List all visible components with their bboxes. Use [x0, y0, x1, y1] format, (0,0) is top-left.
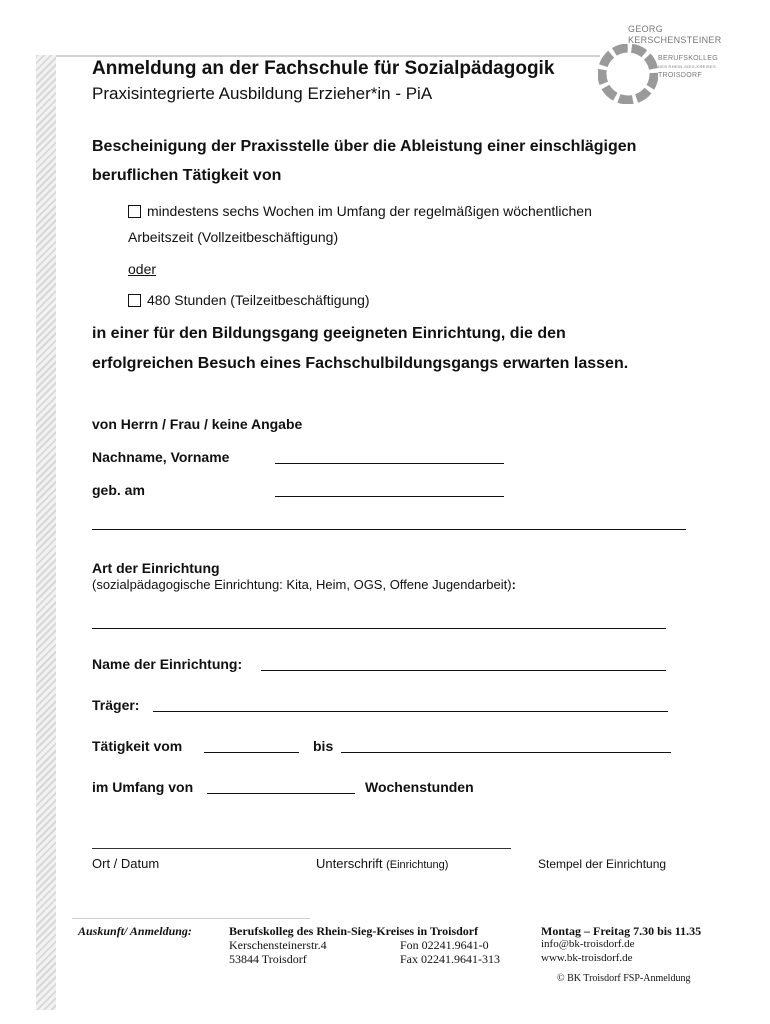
institution-type-hint-colon: : [511, 577, 516, 592]
footer-email[interactable]: info@bk-troisdorf.de [541, 938, 635, 950]
name-label: Nachname, Vorname [92, 449, 230, 465]
statement-line-2: erfolgreichen Besuch eines Fachschulbildungsgangs erwarten lassen. [92, 355, 629, 372]
logo-line-5: TROISDORF [658, 72, 702, 79]
activity-from-label: Tätigkeit vom [92, 738, 183, 754]
section-separator [92, 529, 686, 530]
carrier-field[interactable] [153, 711, 668, 712]
logo-mark-icon [598, 44, 658, 104]
page-subtitle: Praxisintegrierte Ausbildung Erzieher*in - PiA [92, 84, 433, 103]
name-field[interactable] [275, 463, 504, 464]
option-fulltime-label: mindestens sechs Wochen im Umfang der regelmäßigen wöchentlichen [147, 203, 592, 219]
option-fulltime [128, 203, 592, 219]
activity-from-field[interactable] [204, 752, 299, 753]
footer-fax: Fax 02241.9641-313 [400, 952, 500, 966]
footer-hours: Montag – Freitag 7.30 bis 11.35 [541, 924, 702, 938]
statement-line-1: in einer für den Bildungsgang geeigneten Einrichtung, die den [92, 325, 566, 342]
stamp-label: Stempel der Einrichtung [538, 857, 667, 871]
salutation-label: von Herrn / Frau / keine Angabe [92, 416, 303, 432]
scope-field[interactable] [207, 793, 355, 794]
carrier-label: Träger: [92, 697, 140, 713]
footer-school-name: Berufskolleg des Rhein-Sieg-Kreises in Troisdorf [229, 924, 479, 938]
scope-label: im Umfang von [92, 779, 194, 795]
institution-type-label: Art der Einrichtung [92, 560, 220, 576]
birth-field[interactable] [275, 496, 504, 497]
certificate-heading-line-2: beruflichen Tätigkeit von [92, 167, 282, 184]
parttime-checkbox[interactable] [128, 294, 141, 307]
logo-line-1: GEORG [628, 24, 664, 34]
page-title: Anmeldung an der Fachschule für Sozialpädagogik [92, 58, 555, 79]
hours-label: Wochenstunden [365, 779, 474, 795]
school-logo [596, 22, 766, 102]
header-divider [56, 55, 600, 57]
page-edge-decoration [36, 55, 56, 1010]
footer-phone: Fon 02241.9641-0 [400, 938, 489, 952]
institution-type-hint-text: (sozialpädagogische Einrichtung: Kita, Heim, OGS, Offene Jugendarbeit) [92, 577, 512, 592]
institution-name-label: Name der Einrichtung: [92, 656, 243, 672]
footer-divider [72, 918, 310, 919]
signature-note: (Einrichtung) [386, 859, 449, 871]
logo-line-2: KERSCHENSTEINER [628, 35, 722, 45]
institution-type-field[interactable] [92, 628, 666, 629]
footer-web[interactable]: www.bk-troisdorf.de [541, 952, 633, 964]
option-parttime [128, 292, 370, 308]
institution-name-field[interactable] [261, 670, 666, 671]
signature-label [316, 856, 448, 871]
activity-to-label: bis [313, 738, 334, 754]
footer-info-label: Auskunft/ Anmeldung: [78, 924, 192, 938]
signature-label-text: Unterschrift [316, 856, 383, 871]
fulltime-checkbox[interactable] [128, 205, 141, 218]
footer-street: Kerschensteinerstr.4 [229, 938, 327, 952]
logo-line-3: BERUFSKOLLEG [658, 55, 719, 62]
footer-city: 53844 Troisdorf [229, 952, 307, 966]
logo-line-4: DES RHEIN-SIEG-KREISES [658, 64, 716, 69]
certificate-heading-line-1: Bescheinigung der Praxisstelle über die Ableistung einer einschlägigen [92, 138, 637, 155]
signature-field[interactable] [92, 848, 511, 849]
footer-copyright: © BK Troisdorf FSP-Anmeldung [557, 973, 691, 984]
place-date-label: Ort / Datum [92, 856, 160, 871]
institution-type-hint [92, 577, 516, 592]
option-fulltime-label-2: Arbeitszeit (Vollzeitbeschäftigung) [128, 229, 339, 245]
birth-label: geb. am [92, 482, 145, 498]
option-parttime-label: 480 Stunden (Teilzeitbeschäftigung) [147, 292, 370, 308]
activity-to-field[interactable] [341, 752, 671, 753]
or-label: oder [128, 261, 157, 277]
